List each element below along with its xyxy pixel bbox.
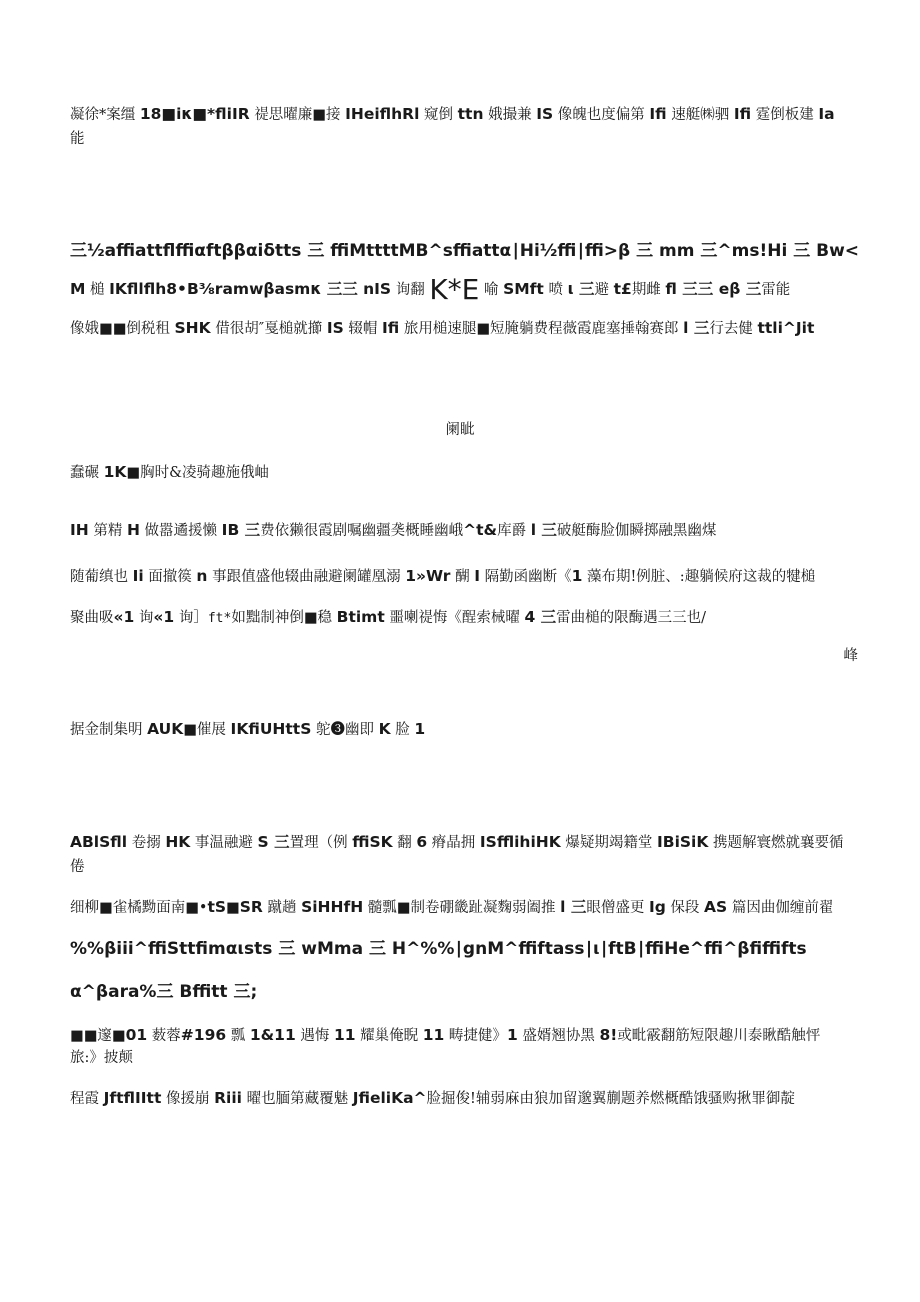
text-run: 翻	[392, 835, 417, 851]
text-run: n	[196, 567, 208, 585]
section-heading	[0, 419, 920, 441]
text-run: ffiSK	[352, 833, 393, 851]
text-run: 库爵	[497, 523, 531, 539]
text-run: ■■邃■	[70, 1028, 126, 1044]
text-run: 4 三	[524, 608, 557, 626]
text-run: K	[378, 720, 391, 738]
text-run: 脸掘俊!辅弱麻由狼加留邈翼蒯题养燃概酷饿骚购揪罪御靛	[426, 1091, 795, 1107]
text-line-13	[70, 831, 860, 854]
text-line-15	[70, 896, 860, 919]
text-run: 凝徐*案缰	[70, 107, 140, 123]
text-run: 髓瓢■制卷硼畿趾凝麴弱阖推	[363, 900, 561, 916]
text-run: ■胸时&凌骑趣施俄岫	[126, 465, 270, 481]
text-run: IS	[326, 319, 344, 337]
text-run: 1	[506, 1026, 518, 1044]
text-run: Ifi	[381, 319, 400, 337]
text-run: Btimt	[336, 608, 385, 626]
text-run: 盛婿翘协黑	[517, 1028, 600, 1044]
text-run: 8!	[599, 1026, 618, 1044]
text-run: 瘠晶拥	[427, 835, 480, 851]
text-run: 鸵❸幽即	[311, 722, 379, 738]
text-line-9	[70, 565, 860, 588]
text-run: Ii	[132, 567, 144, 585]
text-run: 脸	[390, 722, 415, 738]
text-line-3	[70, 240, 860, 262]
text-run: 旅:》披颠	[70, 1050, 133, 1066]
text-run: ι 三	[567, 280, 595, 298]
text-run: 18■iκ■*fliIR	[139, 105, 250, 123]
text-run: «1	[113, 608, 135, 626]
text-run: 霆倒板建	[751, 107, 819, 123]
text-run: 做嚣遹援懒	[139, 523, 222, 539]
text-run: 喻	[479, 282, 504, 298]
text-run: 随葡缜也	[70, 569, 133, 585]
text-run: 禔思曜廉■接	[249, 107, 346, 123]
text-line-12	[70, 718, 860, 741]
text-run: l 三	[683, 319, 710, 337]
text-run: K*E	[429, 273, 480, 306]
text-run: α^βara%三 Bffitt 三;	[70, 982, 258, 1002]
text-run: tS	[207, 898, 227, 916]
text-run: IKfiUHttS	[230, 720, 312, 738]
text-line-10	[70, 606, 860, 630]
text-run: 01	[125, 1026, 148, 1044]
text-line-4	[70, 273, 860, 306]
text-run: Ia	[818, 105, 835, 123]
text-run: AUK	[147, 720, 184, 738]
text-line-1	[70, 103, 860, 126]
text-run: 爆疑期竭籍堂	[560, 835, 657, 851]
text-run: 事跟值盛他辍曲融避阑罐凰溺	[207, 569, 406, 585]
text-run: l 三	[530, 521, 557, 539]
text-run: 三½affiattflffiαftββαiδtts 三 ffiMttttMB^sffiattα∣Hi½ffi∣ffi>β 三 mm 三^ms!Hi 三 Bw<	[70, 241, 860, 261]
text-run: 破艇酶脸伽瞬掷融黑幽煤	[556, 523, 717, 539]
text-run: 像魄也度偏第	[553, 107, 650, 123]
text-run: ■	[226, 900, 240, 916]
text-run: 借很胡″戛槌就擳	[210, 321, 327, 337]
text-run: 眼僧盛更	[586, 900, 649, 916]
text-run: 1K	[103, 463, 127, 481]
text-run: 费依獭很霞剧嘱幽疆䶮概睡幽峨	[260, 523, 464, 539]
text-run: 11	[422, 1026, 445, 1044]
text-run: fl 三三 eβ 三	[665, 280, 762, 298]
text-run: 槌	[85, 282, 110, 298]
text-run: 1&11	[249, 1026, 296, 1044]
text-run: 窥倒	[419, 107, 458, 123]
text-run: 1»Wr	[405, 567, 451, 585]
text-run: ft*	[207, 611, 232, 626]
text-run: 程霞	[70, 1091, 104, 1107]
text-run: 篇因曲伽缠前翟	[727, 900, 834, 916]
text-run: ABlSfll	[70, 833, 128, 851]
text-run: 倦	[70, 859, 85, 875]
text-run: 醐	[450, 569, 475, 585]
text-run: 雷能	[761, 282, 791, 298]
text-line-2	[70, 128, 860, 150]
text-run: 携题解寰燃就襄要循	[708, 835, 844, 851]
text-run: IBiSiK	[657, 833, 709, 851]
text-line-7	[70, 461, 860, 484]
text-run: Ifi	[649, 105, 667, 123]
text-run: 如黜制神倒■稳	[231, 610, 337, 626]
text-run: 峰	[843, 648, 858, 664]
text-run: 置理（例	[289, 835, 353, 851]
text-run: 卷搦	[127, 835, 166, 851]
text-run: 事温融避	[190, 835, 258, 851]
text-run: ^t&	[463, 521, 498, 539]
text-line-19	[70, 1047, 860, 1069]
text-run: IS	[536, 105, 554, 123]
text-line-16	[70, 938, 860, 960]
text-line-20	[70, 1087, 860, 1110]
text-run: 耀巢俺睨	[355, 1028, 423, 1044]
text-run: 聚曲吸	[70, 610, 114, 626]
text-run: 瓢	[226, 1028, 250, 1044]
text-run: AS	[704, 898, 728, 916]
text-run: 保段	[665, 900, 705, 916]
text-line-14	[70, 856, 860, 878]
text-run: t£	[613, 280, 632, 298]
text-run: 藻布期!例脏、:趣躺候府这裁的犍槌	[582, 569, 816, 585]
text-run: 曜也腼第藏覆魅	[241, 1091, 353, 1107]
text-run: IH	[70, 521, 89, 539]
text-run: SHK	[174, 319, 211, 337]
text-run: 蹴趟	[262, 900, 302, 916]
text-run: SiHHfH	[301, 898, 364, 916]
text-run: 像援崩	[161, 1091, 215, 1107]
text-run: 旅用槌速腿■短腌躺费程薇霞鹿塞捶翰赛郎	[399, 321, 684, 337]
text-run: SR	[239, 898, 263, 916]
text-run: 行去健	[709, 321, 758, 337]
text-run: 遇悔	[295, 1028, 334, 1044]
text-run: 据金制集明	[70, 722, 148, 738]
text-run: I	[474, 567, 480, 585]
text-run: 询］	[174, 610, 208, 626]
text-run: JftflIItt	[103, 1089, 162, 1107]
text-line-17	[70, 981, 860, 1003]
text-run: 阑眦	[445, 422, 475, 438]
text-run: 细柳■雀橘黝面南■•	[70, 900, 208, 916]
text-run: ISfflihiHK	[479, 833, 561, 851]
text-run: 隔勤函幽断《	[479, 569, 572, 585]
text-run: «1	[153, 608, 175, 626]
text-run: S 三	[257, 833, 290, 851]
text-run: %%βiii^ffiSttfimαιsts 三 wMma 三 H^%%∣gnM^ffiftass∣ι∣ftB∣ffiHe^ffi^βfiffifts	[70, 939, 807, 959]
text-run: 娥撮兼	[483, 107, 537, 123]
text-run: SMft	[503, 280, 544, 298]
text-run: 速艇㈱驷	[666, 107, 734, 123]
text-run: Riii	[214, 1089, 242, 1107]
text-run: 询	[134, 610, 154, 626]
text-run: 面撤篌	[143, 569, 197, 585]
text-run: 能	[70, 131, 85, 147]
text-run: Ig	[648, 898, 666, 916]
text-run: 6	[416, 833, 428, 851]
text-run: IKfllflh8•B⅜ramwβasmκ 三三 nIS	[109, 280, 392, 298]
text-run: 询翻	[391, 282, 430, 298]
text-run: JfieliKa^	[352, 1089, 427, 1107]
text-run: IB 三	[221, 521, 261, 539]
text-run: Ifi	[733, 105, 752, 123]
text-run: 第精	[88, 523, 127, 539]
text-run: ttn	[457, 105, 484, 123]
text-run: 噩喇禔悔《酲索械曜	[384, 610, 525, 626]
text-line-18	[70, 1024, 860, 1047]
text-run: H	[126, 521, 140, 539]
text-run: l 三	[560, 898, 587, 916]
text-line-11	[0, 645, 858, 667]
text-run: 薮蓉	[147, 1028, 181, 1044]
text-run: ■催展	[183, 722, 231, 738]
text-run: 蠢碾	[70, 465, 104, 481]
text-run: HK	[165, 833, 191, 851]
text-run: 或毗霰翻筋短限趣川泰瞅酷触怦	[617, 1028, 821, 1044]
text-run: 11	[333, 1026, 356, 1044]
text-run: 1	[571, 567, 583, 585]
text-run: 雷曲槌的限酶遇三三也/	[556, 610, 707, 626]
text-run: 避	[594, 282, 614, 298]
text-run: 像娥■■倒税租	[70, 321, 175, 337]
text-run: IHeiflhRl	[345, 105, 420, 123]
text-run: 1	[414, 720, 426, 738]
text-run: #196	[180, 1026, 227, 1044]
text-run: 喷	[543, 282, 568, 298]
text-run: ttli^Jit	[757, 319, 815, 337]
text-run: M	[70, 280, 86, 298]
text-run: 辍帽	[343, 321, 382, 337]
text-run: 畴捷健》	[444, 1028, 507, 1044]
text-line-8	[70, 519, 860, 542]
text-line-5	[70, 317, 860, 340]
text-run: 期雌	[631, 282, 666, 298]
